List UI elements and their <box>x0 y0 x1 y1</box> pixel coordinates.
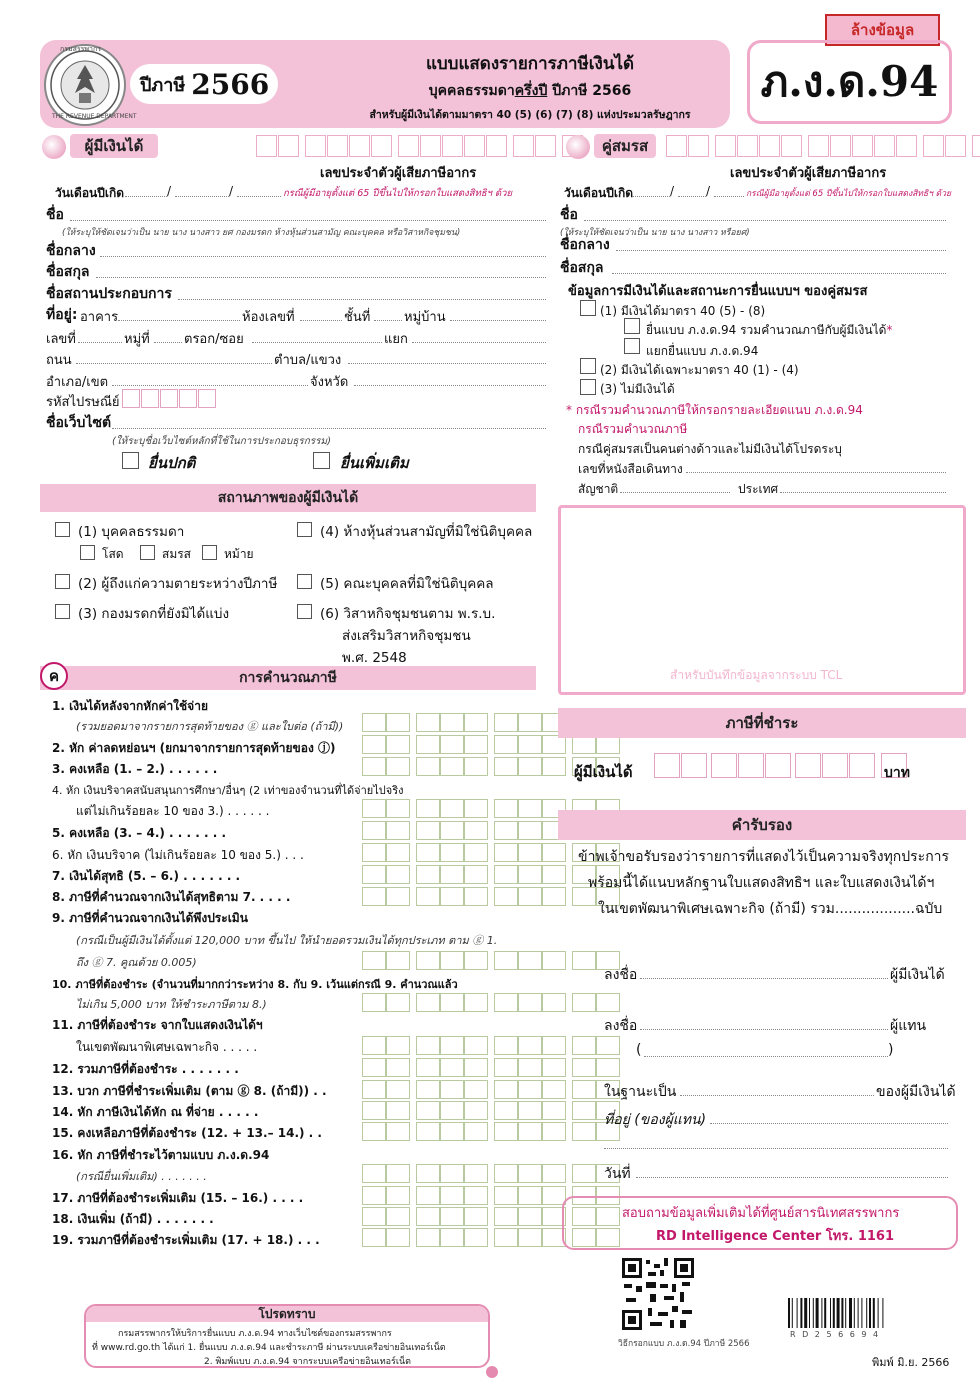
address-label: ที่อยู่: <box>46 307 78 323</box>
spouse-middle-label: ชื่อกลาง <box>560 237 610 253</box>
calc-row-label: 8. ภาษีที่คำนวณจากเงินได้สุทธิตาม 7. . . . . <box>52 890 291 904</box>
logo-bottom-text: THE REVENUE DEPARTMENT <box>52 113 137 120</box>
status-heading: สถานภาพของผู้มีเงินได้ <box>40 484 536 512</box>
moo-label: หมู่ที่ <box>124 332 150 347</box>
calc-row-label: 3. คงเหลือ (1. – 2.) . . . . . . <box>52 762 218 776</box>
status-6-checkbox[interactable] <box>297 604 312 619</box>
calc-row-label: ในเขตพัฒนาพิเศษเฉพาะกิจ . . . . . <box>76 1040 258 1054</box>
earner-business-label: ชื่อสถานประกอบการ <box>46 286 172 302</box>
earner-surname-label: ชื่อสกุล <box>46 264 90 280</box>
calc-row-label: 19. รวมภาษีที่ต้องชำระเพิ่มเติม (17. + 18.) . . . <box>52 1233 320 1247</box>
certify-heading: คำรับรอง <box>558 810 966 840</box>
married-checkbox[interactable] <box>140 545 155 560</box>
calc-row-label: 16. หัก ภาษีที่ชำระไว้ตามแบบ ภ.ง.ด.94 <box>52 1148 270 1162</box>
spouse-opt1b-label: แยกยื่นแบบ ภ.ง.ด.94 <box>646 344 759 358</box>
earner-birth-label: วันเดือนปีเกิด <box>55 186 125 200</box>
notice-heading: โปรดทราบ <box>86 1306 488 1322</box>
calc-row-label: 17. ภาษีที่ต้องชำระเพิ่มเติม (15. – 16.) . . . . <box>52 1191 304 1205</box>
calc-row-label: 9. ภาษีที่คำนวณจากเงินได้พึงประเมิน <box>52 911 248 925</box>
spouse-opt1a-text: ยื่นแบบ ภ.ง.ด.94 รวมคำนวณภาษีกับผู้มีเงินได้ <box>646 323 887 337</box>
earner-middle-label: ชื่อกลาง <box>46 243 96 259</box>
amount-cells[interactable] <box>362 951 620 970</box>
calc-row-label: 10. ภาษีที่ต้องชำระ (จำนวนที่มากกว่าระหว่าง 8. กับ 9. เว้นแต่กรณี 9. คำนวณแล้ว <box>52 978 458 991</box>
calc-row-label: 14. หัก ภาษีเงินได้หัก ณ ที่จ่าย . . . . . <box>52 1105 259 1119</box>
earner-name-note: (ให้ระบุให้ชัดเจนว่าเป็น นาย นาง นางสาว ยศ กองมรดก ห้างหุ้นส่วนสามัญ คณะบุคคล หรือวิสาหกิจชุมชน) <box>62 228 461 238</box>
spouse-name-label: ชื่อ <box>560 207 578 223</box>
print-info: พิมพ์ มิ.ย. 2566 <box>872 1356 950 1369</box>
sign-earner-role: ผู้มีเงินได้ <box>890 967 945 983</box>
spouse-opt3-label: (3) ไม่มีเงินได้ <box>600 382 675 396</box>
barcode <box>788 1298 952 1328</box>
spouse-surname-field[interactable] <box>612 273 946 274</box>
notice-line-3: 2. พิมพ์แบบ ภ.ง.ด.94 จากระบบเครือข่ายอินเทอร์เน็ต <box>204 1357 411 1367</box>
calc-row-label: 4. หัก เงินบริจาคสนับสนุนการศึกษา/อื่นๆ (2 เท่าของจำนวนที่ได้จ่ายไปจริง <box>52 784 404 797</box>
qr-caption: วิธีกรอกแบบ ภ.ง.ด.94 ปีภาษี 2566 <box>618 1339 750 1349</box>
additional-filing-label: ยื่นเพิ่มเติม <box>340 454 409 472</box>
calc-row-label: (รวมยอดมาจากรายการสุดท้ายของ ⓖ และใบต่อ (ถ้ามี)) <box>76 720 344 733</box>
calc-row-label: 1. เงินได้หลังจากหักค่าใช้จ่าย <box>52 699 208 713</box>
of-earner-label: ของผู้มีเงินได้ <box>876 1084 956 1100</box>
spouse-surname-label: ชื่อสกุล <box>560 260 604 276</box>
earner-heading: ผู้มีเงินได้ <box>70 134 158 158</box>
spouse-opt3-checkbox[interactable] <box>580 379 596 395</box>
tax-year-label: ปีภาษี <box>140 74 186 96</box>
sign-earner-field[interactable] <box>640 978 888 979</box>
agent-name-field[interactable] <box>644 1056 888 1057</box>
subtitle-a: บุคคลธรรมดา <box>428 83 515 99</box>
info-line-2: RD Intelligence Center โทร. 1161 <box>656 1229 895 1244</box>
amount-cells[interactable] <box>362 1080 620 1099</box>
spouse-opt2-checkbox[interactable] <box>580 358 596 374</box>
spouse-tax-id-cells[interactable] <box>666 135 980 157</box>
calc-row-label: 7. เงินได้สุทธิ (5. – 6.) . . . . . . . <box>52 869 241 883</box>
qr-code-icon <box>620 1256 696 1332</box>
agent-address-label: ที่อยู่ (ของผู้แทน) <box>604 1112 707 1128</box>
as-field[interactable] <box>680 1095 874 1096</box>
status-6-label-a: (6) วิสาหกิจชุมชนตาม พ.ร.บ. <box>320 606 496 622</box>
amount-cells[interactable] <box>362 1101 620 1120</box>
calc-row-label: ไม่เกิน 5,000 บาท ให้ชำระภาษีตาม 8.) <box>76 998 267 1011</box>
status-4-label: (4) ห้างหุ้นส่วนสามัญที่มิใช่นิติบุคคล <box>320 524 533 540</box>
province-label: จังหวัด <box>310 375 349 390</box>
village-label: หมู่บ้าน <box>404 310 446 325</box>
status-6-label-b: ส่งเสริมวิสาหกิจชุมชน <box>342 628 471 644</box>
earner-business-field[interactable] <box>178 299 546 300</box>
calc-row-label: แต่ไม่เกินร้อยละ 10 ของ 3.) . . . . . . <box>76 804 270 818</box>
widowed-label: หม้าย <box>224 547 254 561</box>
clear-button[interactable]: ล้างข้อมูล <box>825 14 940 46</box>
date-label: วันที่ <box>604 1166 631 1182</box>
status-3-label: (3) กองมรดกที่ยังมิได้แบ่ง <box>78 606 230 622</box>
status-4-checkbox[interactable] <box>297 522 312 537</box>
barcode-text: R D 2 5 6 6 9 4 <box>790 1330 881 1339</box>
spouse-foreign-note: กรณีคู่สมรสเป็นคนต่างด้าวและไม่มีเงินได้โปรดระบุ <box>578 442 842 456</box>
calc-row-label: 13. บวก ภาษีที่ชำระเพิ่มเติม (ตาม ⓖ 8. (ถ้ามี)) . . <box>52 1084 327 1098</box>
form-title: แบบแสดงรายการภาษีเงินได้ <box>425 54 635 74</box>
spouse-birth-sep-2: / <box>706 184 711 198</box>
earner-birth-note: กรณีผู้มีอายุตั้งแต่ 65 ปีขึ้นไปให้กรอกใบแสดงสิทธิฯ ด้วย <box>283 188 513 199</box>
agent-address-field[interactable] <box>710 1123 948 1124</box>
certify-line-3: ในเขตพัฒนาพิเศษเฉพาะกิจ (ถ้ามี) รวม..................ฉบับ <box>598 901 943 917</box>
amount-cells[interactable] <box>362 887 620 906</box>
rd-emblem-icon <box>49 49 121 121</box>
spouse-passport-label: เลขที่หนังสือเดินทาง <box>578 462 683 476</box>
calc-row-label: 11. ภาษีที่ต้องชำระ จากใบแสดงเงินได้ฯ <box>52 1018 263 1032</box>
sign-agent-field[interactable] <box>640 1029 888 1030</box>
calc-heading: การคำนวณภาษี <box>40 666 536 690</box>
subdistrict-label: ตำบล/แขวง <box>274 353 342 368</box>
normal-filing-checkbox[interactable] <box>122 452 139 469</box>
certify-line-1: ข้าพเจ้าขอรับรองว่ารายการที่แสดงไว้เป็นความจริงทุกประการ <box>578 849 950 865</box>
spouse-opt1a-checkbox[interactable] <box>624 318 640 334</box>
spouse-note-1: * กรณีรวมคำนวณภาษีให้กรอกรายละเอียดแนบ ภ.ง.ด.94 <box>566 403 863 417</box>
barcode-icon <box>788 1298 952 1328</box>
postcode-cells[interactable] <box>122 389 217 408</box>
spouse-birth-sep-1: / <box>670 184 675 198</box>
spouse-passport-field[interactable] <box>686 472 946 473</box>
yaek-label: แยก <box>384 332 408 347</box>
calc-row-label: 18. เงินเพิ่ม (ถ้ามี) . . . . . . . <box>52 1212 214 1226</box>
additional-filing-checkbox[interactable] <box>313 452 330 469</box>
paren-close: ) <box>888 1042 894 1058</box>
calc-badge: ค <box>40 662 68 690</box>
website-field[interactable] <box>112 428 546 429</box>
spouse-nationality-field[interactable] <box>620 492 730 493</box>
calc-row-label: (กรณีเป็นผู้มีเงินได้ตั้งแต่ 120,000 บาท ขึ้นไป ให้นำยอดรวมเงินได้ทุกประเภท ตาม ⓖ 1. <box>76 934 498 947</box>
spouse-name-note: (ให้ระบุให้ชัดเจนว่าเป็น นาย นาง นางสาว หรือยศ) <box>560 228 750 238</box>
single-label: โสด <box>102 547 124 561</box>
amount-cells[interactable] <box>362 993 620 1012</box>
subtitle-b: ครึ่งปี <box>514 83 548 99</box>
calc-row-label: 12. รวมภาษีที่ต้องชำระ . . . . . . . <box>52 1062 239 1076</box>
tcl-label: สำหรับบันทึกข้อมูลจากระบบ TCL <box>670 668 843 682</box>
spouse-country-label: ประเทศ <box>738 482 779 496</box>
logo-top-text: กรมสรรพากร <box>60 45 101 53</box>
form-code: ภ.ง.ด.94 <box>760 57 939 106</box>
tax-payable-earner-label: ผู้มีเงินได้ <box>574 763 633 781</box>
amount-cells[interactable] <box>362 1058 620 1077</box>
qr-code[interactable] <box>620 1256 696 1332</box>
amount-cells[interactable] <box>362 1164 620 1183</box>
tax-payable-heading: ภาษีที่ชำระ <box>558 708 966 738</box>
date-field[interactable] <box>636 1177 948 1178</box>
calc-row-label: 6. หัก เงินบริจาค (ไม่เกินร้อยละ 10 ของ 5.) . . . <box>52 848 304 862</box>
spouse-tax-id-label: เลขประจำตัวผู้เสียภาษีอากร <box>730 166 887 181</box>
sign-agent-role: ผู้แทน <box>890 1018 927 1034</box>
spouse-opt1a-star: * <box>886 323 893 337</box>
calc-row-label: 15. คงเหลือภาษีที่ต้องชำระ (12. + 13.– 14.) . . <box>52 1126 322 1140</box>
earner-bullet-icon <box>42 135 66 159</box>
single-checkbox[interactable] <box>80 545 95 560</box>
spouse-birth-label: วันเดือนปีเกิด <box>564 186 634 200</box>
status-5-label: (5) คณะบุคคลที่มิใช่นิติบุคคล <box>320 576 494 592</box>
amount-cells[interactable] <box>362 1036 620 1055</box>
spouse-heading: คู่สมรส <box>594 134 656 158</box>
status-1-label: (1) บุคคลธรรมดา <box>78 524 185 540</box>
earner-surname-field[interactable] <box>96 277 546 278</box>
certify-line-2: พร้อมนี้ได้แนบหลักฐานใบแสดงสิทธิฯ และใบแสดงเงินได้ฯ <box>588 875 935 891</box>
spouse-opt2-label: (2) มีเงินได้เฉพาะมาตรา 40 (1) - (4) <box>600 363 799 377</box>
spouse-bullet-icon <box>566 135 590 159</box>
tax-year-pill <box>130 64 278 104</box>
floor-label: ชั้นที่ <box>344 310 371 325</box>
earner-name-label: ชื่อ <box>46 207 64 223</box>
normal-filing-label: ยื่นปกติ <box>148 454 196 472</box>
earner-tax-id-cells[interactable] <box>256 135 584 157</box>
road-label: ถนน <box>46 353 72 368</box>
notice-line-2: ที่ www.rd.go.th ได้แก่ 1. ยื่นแบบ ภ.ง.ด.94 และชำระภาษี ผ่านระบบเครือข่ายอินเทอร์เน็ต <box>92 1343 446 1353</box>
info-line-1: สอบถามข้อมูลเพิ่มเติมได้ที่ศูนย์สารนิเทศสรรพากร <box>622 1206 900 1221</box>
spouse-opt1b-checkbox[interactable] <box>624 338 640 354</box>
calc-row-label: 2. หัก ค่าลดหย่อนฯ (ยกมาจากรายการสุดท้ายของ ⓙ) <box>52 741 336 755</box>
baht-label: บาท <box>884 765 910 781</box>
calc-row-label: 5. คงเหลือ (3. – 4.) . . . . . . . <box>52 826 227 840</box>
room-label: ห้องเลขที่ <box>242 310 295 325</box>
sign-agent-label: ลงชื่อ <box>604 1018 638 1034</box>
birth-sep-2: / <box>229 184 234 198</box>
earner-name-field[interactable] <box>70 220 546 221</box>
spouse-opt1-checkbox[interactable] <box>580 300 596 316</box>
status-1-checkbox[interactable] <box>55 522 70 537</box>
postcode-label: รหัสไปรษณีย์ <box>46 395 120 410</box>
form-subtitle <box>340 80 720 102</box>
spouse-middle-field[interactable] <box>616 250 946 251</box>
status-2-label: (2) ผู้ถึงแก่ความตายระหว่างปีภาษี <box>78 576 278 592</box>
status-2-checkbox[interactable] <box>55 574 70 589</box>
tax-year: 2566 <box>191 67 270 101</box>
form-section-ref: สำหรับผู้มีเงินได้ตามมาตรา 40 (5) (6) (7) (8) แห่งประมวลรัษฎากร <box>369 109 691 121</box>
amount-cells[interactable] <box>362 1122 620 1141</box>
notice-line-1: กรมสรรพากรให้บริการยื่นแบบ ภ.ง.ด.94 ทางเว็บไซต์ของกรมสรรพากร <box>118 1329 392 1339</box>
widowed-checkbox[interactable] <box>202 545 217 560</box>
status-6-label-c: พ.ศ. 2548 <box>342 650 407 666</box>
soi-label: ตรอก/ซอย <box>184 332 244 347</box>
website-note: (ให้ระบุชื่อเว็บไซต์หลักที่ใช้ในการประกอบธุรกรรม) <box>112 436 332 447</box>
earner-middle-field[interactable] <box>100 256 546 257</box>
paren-open: ( <box>636 1042 642 1058</box>
as-label: ในฐานะเป็น <box>604 1084 677 1100</box>
calc-row-label: ถึง ⓖ 7. คูณด้วย 0.005) <box>76 956 197 969</box>
website-label: ชื่อเว็บไซต์ <box>46 415 112 431</box>
birth-sep-1: / <box>167 184 172 198</box>
calc-row-label: (กรณียื่นเพิ่มเติม) . . . . . . . <box>76 1170 207 1183</box>
spouse-note-2: กรณีรวมคำนวณภาษี <box>578 422 688 436</box>
sign-earner-label: ลงชื่อ <box>604 967 638 983</box>
spouse-country-field[interactable] <box>780 492 946 493</box>
spouse-info-heading: ข้อมูลการมีเงินได้และสถานะการยื่นแบบฯ ของคู่สมรส <box>568 284 868 299</box>
spouse-name-field[interactable] <box>584 220 946 221</box>
district-label: อำเภอ/เขต <box>46 375 109 390</box>
earner-tax-id-label: เลขประจำตัวผู้เสียภาษีอากร <box>320 166 477 181</box>
spouse-opt1a-label <box>646 321 892 340</box>
tax-payable-cells[interactable] <box>654 753 908 778</box>
building-label: อาคาร <box>80 310 119 325</box>
form-code-box <box>747 40 952 124</box>
spouse-birth-note: กรณีผู้มีอายุตั้งแต่ 65 ปีขึ้นไปให้กรอกใบแสดงสิทธิฯ ด้วย <box>746 189 951 199</box>
notice-dot-icon <box>486 1366 498 1378</box>
spouse-nationality-label: สัญชาติ <box>578 482 619 496</box>
status-3-checkbox[interactable] <box>55 604 70 619</box>
number-label: เลขที่ <box>46 332 76 347</box>
subtitle-c: ปีภาษี 2566 <box>547 83 632 99</box>
spouse-opt1-label: (1) มีเงินได้มาตรา 40 (5) - (8) <box>600 304 766 318</box>
status-5-checkbox[interactable] <box>297 574 312 589</box>
agent-address-field-2[interactable] <box>604 1148 948 1149</box>
married-label: สมรส <box>162 547 192 561</box>
